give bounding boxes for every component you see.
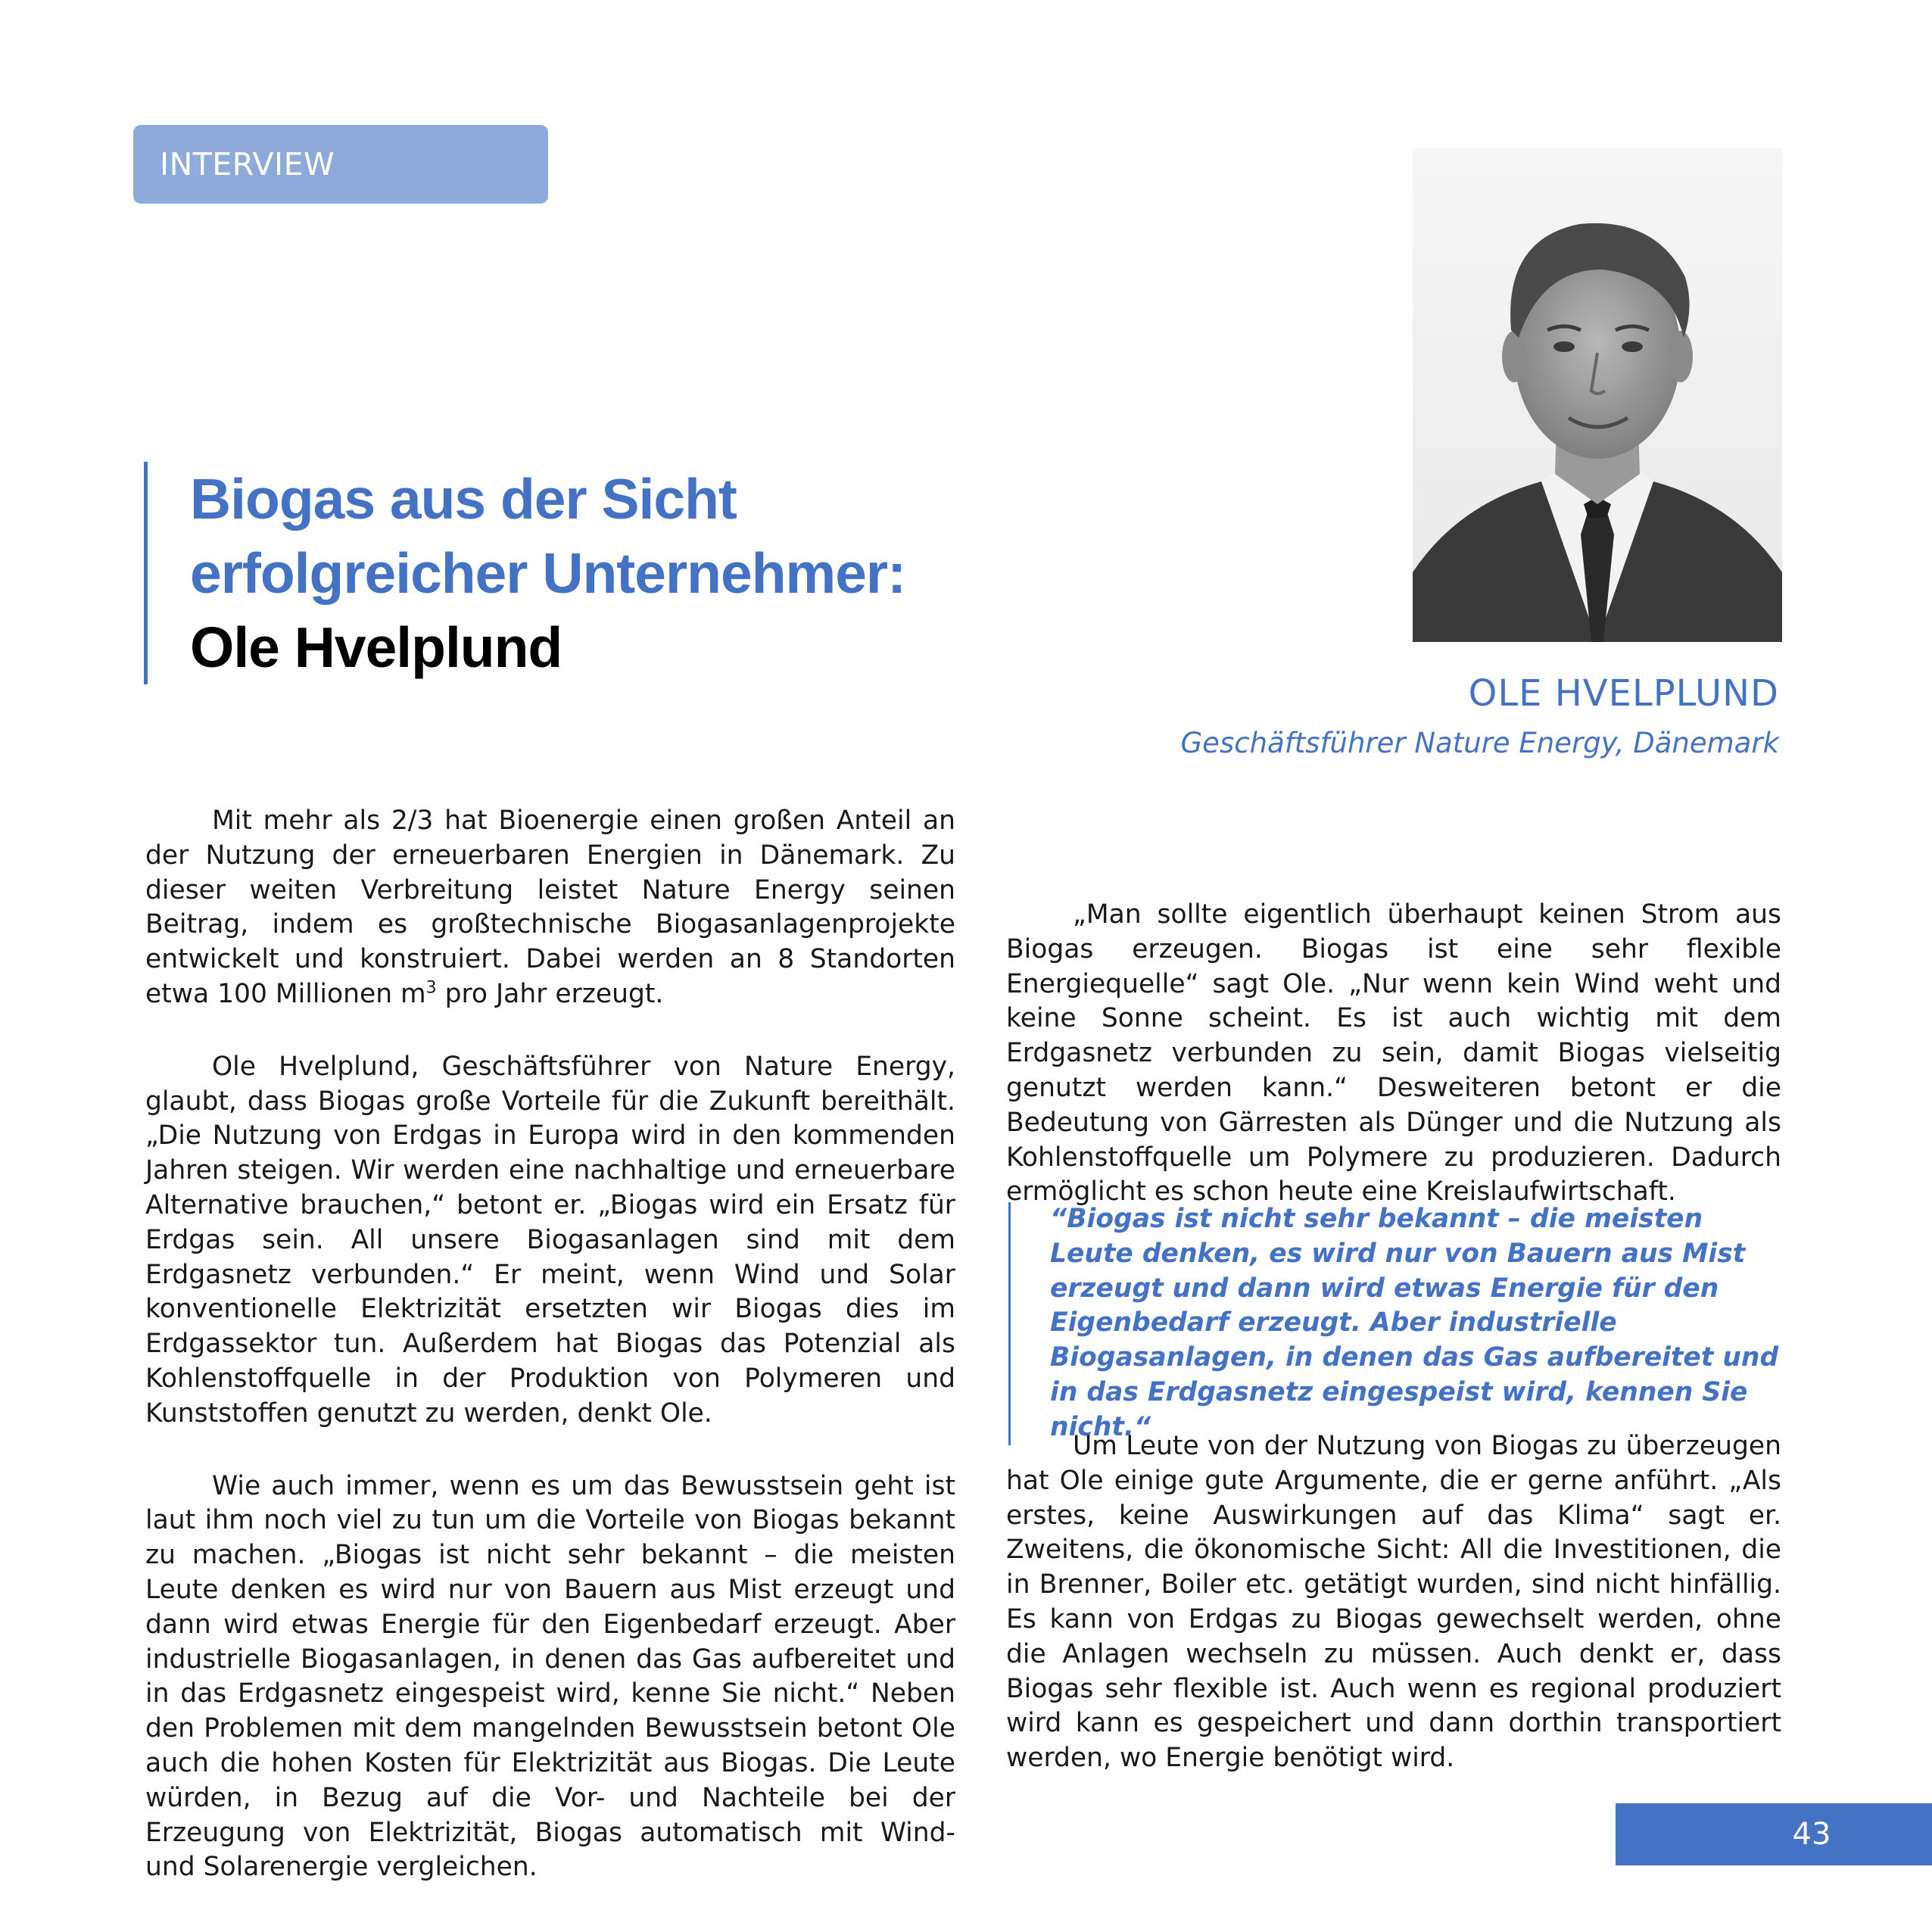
paragraph: Ole Hvelplund, Geschäftsführer von Nature Energy, glaubt, dass Biogas große Vorteile für die Zukunft bereithält. „Die Nutzung von Erdgas in Europa wird in den kommenden Jahren steigen. Wir werden eine nachhaltige und erneuerbare Alternative brauchen,“ betont er. „Biogas wird ein Ersatz für Erdgas sein. All unsere Biogasanlagen sind mit dem Erdgasnetz verbunden.“ Er meint, wenn Wind und Solar konventionelle Elektrizität ersetzten wir Biogas dies im Erdgassektor tun. Außerdem hat Biogas das Potenzial als Kohlenstoffquelle in der Produktion von Polymeren und Kunststoffen genutzt zu werden, denkt Ole.	[145, 1051, 955, 1429]
page-number: 43	[1616, 1803, 1932, 1865]
portrait-photo	[1413, 148, 1782, 642]
article-title	[144, 462, 947, 684]
title-line-1: Biogas aus der Sicht	[190, 467, 737, 531]
title-line-3: Ole Hvelplund	[190, 615, 562, 679]
paragraph: Um Leute von der Nutzung von Biogas zu überzeugen hat Ole einige gute Argumente, die er gerne anführt. „Als erstes, keine Auswirkungen auf das Klima“ sagt er. Zweitens, die ökonomische Sicht: All die Investitionen, die in Brenner, Boiler etc. getätigt wurden, sind nicht hinfällig. Es kann von Erdgas zu Biogas gewechselt werden, ohne die Anlagen wechseln zu müssen. Auch denkt er, dass Biogas sehr flexible ist. Auch wenn es regional produziert wird kann es gespeichert und dann dorthin transportiert werden, wo Energie benötigt wird.	[1006, 1431, 1781, 1774]
paragraph: „Man sollte eigentlich überhaupt keinen Strom aus Biogas erzeugen. Biogas ist eine sehr flexible Energiequelle“ sagt Ole. „Nur wenn kein Wind weht und keine Sonne scheint. Es ist auch wichtig mit dem Erdgasnetz verbunden zu sein, damit Biogas vielseitig genutzt werden kann.“ Desweiteren betont er die Bedeutung von Gärresten als Dünger und die Nutzung als Kohlenstoffquelle um Polymere zu produzieren. Dadurch ermöglicht es schon heute eine Kreislaufwirtschaft.	[1006, 899, 1781, 1208]
person-role: Geschäftsführer Nature Energy, Dänemark	[1180, 727, 1779, 759]
left-column	[145, 804, 955, 1923]
paragraph-text: pro Jahr erzeugt.	[436, 978, 664, 1009]
paragraph: Wie auch immer, wenn es um das Bewusstsein geht ist laut ihm noch viel zu tun um die Vorteile von Biogas bekannt zu machen. „Biogas ist nicht sehr bekannt – die meisten Leute denken es wird nur von Bauern aus Mist erzeugt und dann wird etwas Energie für den Eigenbedarf erzeugt. Aber industrielle Biogasanlagen, in denen das Gas aufbereitet und in das Erdgasnetz eingespeist wird, kenne Sie nicht.“ Neben den Problemen mit dem mangelnden Bewusstsein betont Ole auch die hohen Kosten für Elektrizität aus Biogas. Die Leute würden, in Bezug auf die Vor- und Nachteile bei der Erzeugung von Elektrizität, Biogas automatisch mit Wind- und Solarenergie vergleichen.	[145, 1470, 955, 1883]
right-column	[1006, 898, 1781, 1248]
title-line-2: erfolgreicher Unternehmer:	[190, 541, 906, 605]
paragraph-text: Mit mehr als 2/3 hat Bioenergie einen großen Anteil an der Nutzung der erneuerbaren Energien in Dänemark. Zu dieser weiten Verbreitung leistet Nature Energy seinen Beitrag, indem es großtechnische Biogasanlagenprojekte entwickelt und konstruiert. Dabei werden an 8 Standorten etwa 100 Millionen m	[145, 806, 955, 1009]
person-name: OLE HVELPLUND	[1468, 672, 1779, 715]
portrait-illustration	[1413, 148, 1782, 642]
section-tag: INTERVIEW	[133, 125, 548, 204]
right-column-lower	[1006, 1429, 1781, 1814]
paragraph	[145, 804, 955, 1012]
superscript: 3	[425, 978, 437, 998]
pull-quote: “Biogas ist nicht sehr bekannt – die meisten Leute denken, es wird nur von Bauern aus Mist erzeugt und dann wird etwas Energie für den Eigenbedarf erzeugt. Aber industrielle Biogasanlagen, in denen das Gas aufbereitet und in das Erdgasnetz eingespeist wird, kennen Sie nicht.“	[1008, 1202, 1781, 1445]
